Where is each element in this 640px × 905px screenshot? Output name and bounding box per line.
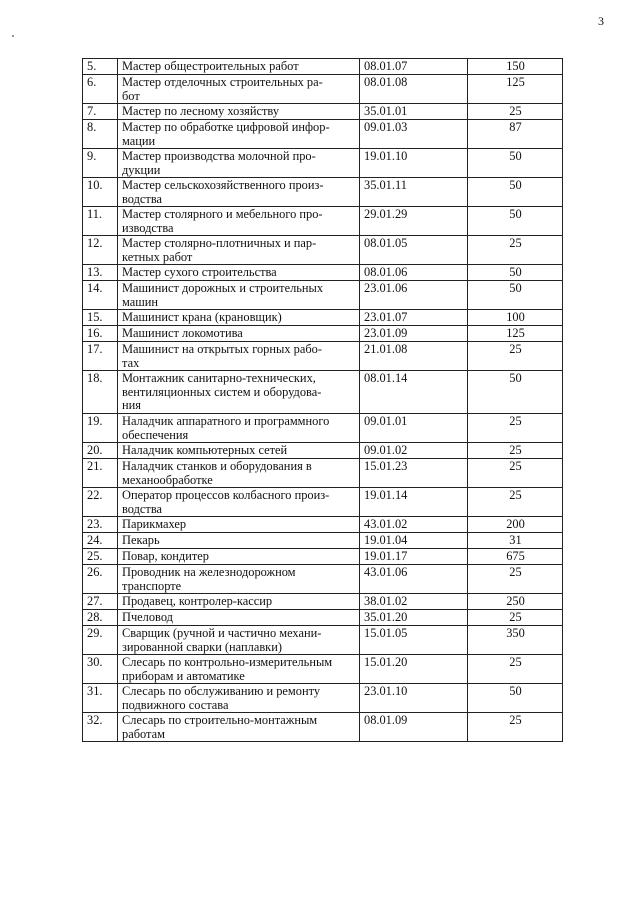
profession-name-cell: Мастер производства молочной про- дукции (118, 149, 360, 178)
table-row (83, 459, 563, 488)
table-row (83, 236, 563, 265)
row-number-cell: 7. (83, 104, 118, 120)
row-number-cell: 10. (83, 178, 118, 207)
table-row (83, 207, 563, 236)
quantity-cell: 50 (468, 684, 563, 713)
profession-code-cell: 29.01.29 (360, 207, 468, 236)
row-number-cell: 28. (83, 610, 118, 626)
quantity-cell: 50 (468, 149, 563, 178)
profession-code-cell: 08.01.08 (360, 75, 468, 104)
table-row (83, 517, 563, 533)
row-number-cell: 23. (83, 517, 118, 533)
profession-name-cell: Наладчик аппаратного и программного обеспечения (118, 414, 360, 443)
profession-code-cell: 19.01.14 (360, 488, 468, 517)
profession-code-cell: 15.01.23 (360, 459, 468, 488)
table-row (83, 684, 563, 713)
profession-code-cell: 23.01.07 (360, 310, 468, 326)
profession-name-cell: Машинист крана (крановщик) (118, 310, 360, 326)
profession-name-cell: Мастер столярного и мебельного про- изводства (118, 207, 360, 236)
table-row (83, 326, 563, 342)
profession-code-cell: 35.01.11 (360, 178, 468, 207)
table-row (83, 414, 563, 443)
scan-speck (12, 35, 14, 37)
profession-name-cell: Парикмахер (118, 517, 360, 533)
profession-name-cell: Повар, кондитер (118, 549, 360, 565)
quantity-cell: 200 (468, 517, 563, 533)
row-number-cell: 24. (83, 533, 118, 549)
row-number-cell: 18. (83, 371, 118, 414)
table-row (83, 59, 563, 75)
profession-name-cell: Мастер по обработке цифровой инфор- мации (118, 120, 360, 149)
profession-code-cell: 23.01.09 (360, 326, 468, 342)
quantity-cell: 125 (468, 75, 563, 104)
row-number-cell: 27. (83, 594, 118, 610)
table-row (83, 549, 563, 565)
quantity-cell: 25 (468, 655, 563, 684)
quantity-cell: 50 (468, 281, 563, 310)
profession-name-cell: Наладчик станков и оборудования в механообработке (118, 459, 360, 488)
profession-name-cell: Пчеловод (118, 610, 360, 626)
profession-name-cell: Слесарь по строительно-монтажным работам (118, 713, 360, 742)
profession-code-cell: 43.01.06 (360, 565, 468, 594)
table-row (83, 342, 563, 371)
table-row (83, 310, 563, 326)
profession-code-cell: 09.01.02 (360, 443, 468, 459)
table-row (83, 120, 563, 149)
profession-code-cell: 09.01.01 (360, 414, 468, 443)
profession-code-cell: 15.01.20 (360, 655, 468, 684)
quantity-cell: 50 (468, 371, 563, 414)
quantity-cell: 25 (468, 610, 563, 626)
profession-code-cell: 08.01.09 (360, 713, 468, 742)
profession-name-cell: Пекарь (118, 533, 360, 549)
profession-name-cell: Машинист локомотива (118, 326, 360, 342)
row-number-cell: 17. (83, 342, 118, 371)
profession-name-cell: Слесарь по контрольно-измерительным приборам и автоматике (118, 655, 360, 684)
row-number-cell: 30. (83, 655, 118, 684)
row-number-cell: 6. (83, 75, 118, 104)
table-row (83, 565, 563, 594)
row-number-cell: 19. (83, 414, 118, 443)
table-row (83, 443, 563, 459)
profession-name-cell: Мастер по лесному хозяйству (118, 104, 360, 120)
profession-name-cell: Наладчик компьютерных сетей (118, 443, 360, 459)
profession-code-cell: 35.01.01 (360, 104, 468, 120)
profession-code-cell: 38.01.02 (360, 594, 468, 610)
table-row (83, 533, 563, 549)
quantity-cell: 250 (468, 594, 563, 610)
profession-code-cell: 19.01.17 (360, 549, 468, 565)
profession-code-cell: 19.01.04 (360, 533, 468, 549)
row-number-cell: 11. (83, 207, 118, 236)
profession-code-cell: 08.01.06 (360, 265, 468, 281)
quantity-cell: 50 (468, 207, 563, 236)
table-row (83, 75, 563, 104)
quantity-cell: 675 (468, 549, 563, 565)
quantity-cell: 125 (468, 326, 563, 342)
quantity-cell: 50 (468, 265, 563, 281)
profession-code-cell: 21.01.08 (360, 342, 468, 371)
quantity-cell: 25 (468, 443, 563, 459)
quantity-cell: 25 (468, 414, 563, 443)
profession-name-cell: Мастер общестроительных работ (118, 59, 360, 75)
row-number-cell: 14. (83, 281, 118, 310)
row-number-cell: 32. (83, 713, 118, 742)
row-number-cell: 29. (83, 626, 118, 655)
profession-name-cell: Машинист на открытых горных рабо- тах (118, 342, 360, 371)
table-row (83, 104, 563, 120)
professions-table (82, 58, 563, 742)
quantity-cell: 100 (468, 310, 563, 326)
profession-name-cell: Мастер столярно-плотничных и пар- кетных работ (118, 236, 360, 265)
table-row (83, 488, 563, 517)
quantity-cell: 87 (468, 120, 563, 149)
table-row (83, 281, 563, 310)
quantity-cell: 150 (468, 59, 563, 75)
profession-code-cell: 43.01.02 (360, 517, 468, 533)
row-number-cell: 20. (83, 443, 118, 459)
quantity-cell: 25 (468, 713, 563, 742)
quantity-cell: 25 (468, 565, 563, 594)
row-number-cell: 15. (83, 310, 118, 326)
profession-name-cell: Продавец, контролер-кассир (118, 594, 360, 610)
row-number-cell: 25. (83, 549, 118, 565)
table-body (83, 59, 563, 742)
profession-code-cell: 08.01.05 (360, 236, 468, 265)
table-row (83, 594, 563, 610)
quantity-cell: 25 (468, 104, 563, 120)
quantity-cell: 25 (468, 342, 563, 371)
quantity-cell: 25 (468, 236, 563, 265)
profession-code-cell: 09.01.03 (360, 120, 468, 149)
row-number-cell: 21. (83, 459, 118, 488)
profession-name-cell: Мастер сельскохозяйственного произ- водства (118, 178, 360, 207)
profession-name-cell: Мастер отделочных строительных ра- бот (118, 75, 360, 104)
profession-code-cell: 08.01.07 (360, 59, 468, 75)
profession-name-cell: Монтажник санитарно-технических, вентиляционных систем и оборудова- ния (118, 371, 360, 414)
profession-name-cell: Мастер сухого строительства (118, 265, 360, 281)
quantity-cell: 50 (468, 178, 563, 207)
row-number-cell: 22. (83, 488, 118, 517)
row-number-cell: 26. (83, 565, 118, 594)
row-number-cell: 5. (83, 59, 118, 75)
page-number: 3 (598, 14, 604, 28)
row-number-cell: 9. (83, 149, 118, 178)
profession-code-cell: 35.01.20 (360, 610, 468, 626)
profession-code-cell: 23.01.10 (360, 684, 468, 713)
table-row (83, 713, 563, 742)
table-row (83, 655, 563, 684)
table-row (83, 610, 563, 626)
quantity-cell: 31 (468, 533, 563, 549)
profession-name-cell: Машинист дорожных и строительных машин (118, 281, 360, 310)
row-number-cell: 31. (83, 684, 118, 713)
profession-name-cell: Сварщик (ручной и частично механи- зированной сварки (наплавки) (118, 626, 360, 655)
profession-code-cell: 15.01.05 (360, 626, 468, 655)
quantity-cell: 350 (468, 626, 563, 655)
profession-name-cell: Проводник на железнодорожном транспорте (118, 565, 360, 594)
table-row (83, 371, 563, 414)
row-number-cell: 8. (83, 120, 118, 149)
quantity-cell: 25 (468, 459, 563, 488)
profession-code-cell: 19.01.10 (360, 149, 468, 178)
profession-code-cell: 23.01.06 (360, 281, 468, 310)
quantity-cell: 25 (468, 488, 563, 517)
table-row (83, 265, 563, 281)
table-row (83, 626, 563, 655)
table-row (83, 178, 563, 207)
row-number-cell: 12. (83, 236, 118, 265)
row-number-cell: 16. (83, 326, 118, 342)
row-number-cell: 13. (83, 265, 118, 281)
profession-name-cell: Оператор процессов колбасного произ- водства (118, 488, 360, 517)
table-row (83, 149, 563, 178)
profession-name-cell: Слесарь по обслуживанию и ремонту подвижного состава (118, 684, 360, 713)
profession-code-cell: 08.01.14 (360, 371, 468, 414)
